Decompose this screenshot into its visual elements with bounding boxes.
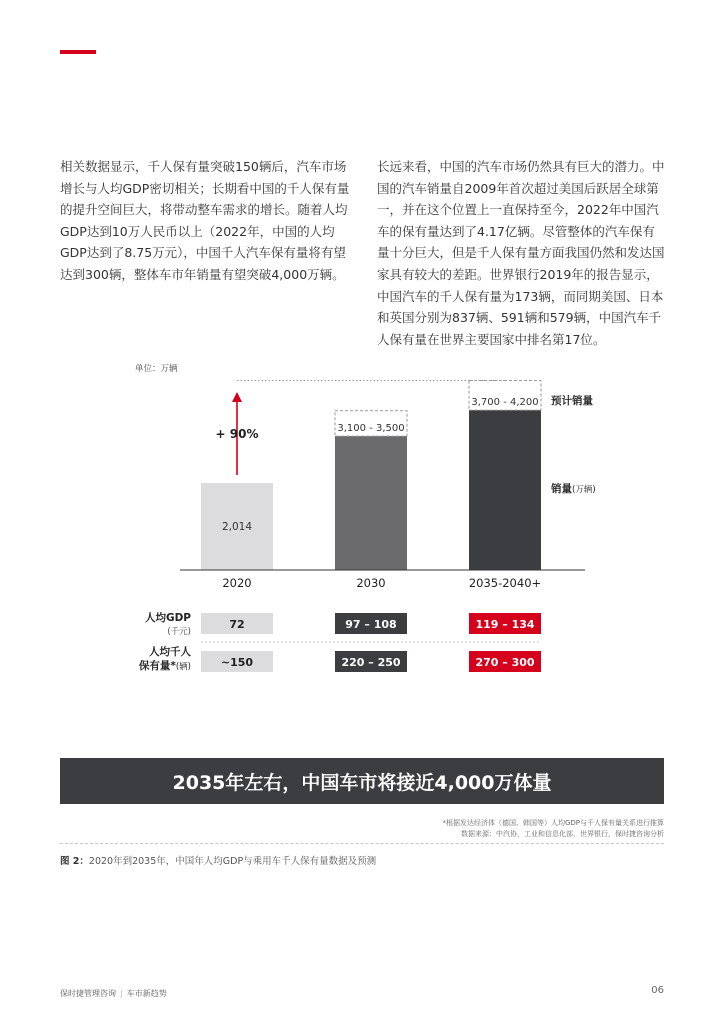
row-sub-gdp: (千元) [167, 627, 191, 637]
accent-bar [60, 50, 96, 54]
bar-2030 [335, 436, 407, 570]
page-number: 06 [651, 985, 664, 996]
chart-unit-label: 单位：万辆 [135, 364, 178, 374]
figure-caption [60, 853, 376, 867]
body-text-right: 长远来看，中国的汽车市场仍然具有巨大的潜力。中国的汽车销量自2009年首次超过美国后跃居全球第一，并在这个位置上一直保持至今，2022年中国汽车的保有量达到了4.17亿辆。尽管整体的汽车保有量十分巨大，但是千人保有量方面我国仍然和发达国家具有较大的差距。世界银行2019年的报告显示，中国汽车的千人保有量为173辆，而同期美国、日本和英国分别为837辆、591辆和579辆，中国汽车千人保有量在世界主要国家中排名第17位。 [377, 159, 665, 347]
footer-section: 车市新趋势 [126, 989, 167, 998]
bar-label-2020: 2,014 [221, 521, 253, 533]
legend-sales: 销量(万辆) [551, 483, 596, 495]
cell-own-2035-value: 270 – 300 [475, 656, 535, 669]
x-tick-2035-2040: 2035-2040+ [468, 576, 542, 590]
legend-forecast: 预计销量 [551, 395, 593, 407]
chart-notes [442, 818, 664, 840]
x-tick-2020: 2020 [222, 576, 252, 590]
range-label-2030: 3,100 - 3,500 [337, 423, 405, 434]
cell-gdp-2030-value: 97 – 108 [345, 618, 397, 631]
figure-caption-label: 图 2： [60, 856, 89, 867]
range-label-2035-2040: 3,700 - 4,200 [471, 397, 539, 408]
growth-arrow-head [232, 392, 242, 402]
row-label-gdp: 人均GDP [144, 612, 191, 624]
cell-own-2020-value: ~150 [220, 656, 254, 669]
row-label-ownership-2: 保有量*(辆) [138, 660, 191, 672]
cell-own-2030-value: 220 – 250 [341, 656, 401, 669]
cell-gdp-2035-value: 119 – 134 [475, 618, 535, 631]
footer-brand: 保时捷管理咨询 [60, 989, 116, 998]
caption-divider [60, 843, 664, 844]
row-label-ownership: 人均千人 [149, 646, 191, 658]
note-source: 数据来源：中汽协，工业和信息化部，世界银行，保时捷咨询分析 [461, 830, 664, 838]
note-footnote: *根据发达经济体（德国、韩国等）人均GDP与千人保有量关系进行推算 [442, 819, 664, 827]
sales-forecast-chart [0, 355, 724, 685]
cell-gdp-2020-value: 72 [229, 618, 245, 631]
growth-annotation: + 90% [215, 427, 259, 441]
body-text-left: 相关数据显示，千人保有量突破150辆后，汽车市场增长与人均GDP密切相关；长期看中国的千人保有量的提升空间巨大，将带动整车需求的增长。随着人均GDP达到10万人民币以上（2022年，中国的人均GDP达到了8.75万元），中国千人汽车保有量将有望达到300辆，整体车市年销量有望突破4,000万辆。 [60, 159, 350, 282]
x-tick-2030: 2030 [356, 576, 386, 590]
figure-caption-text: 2020年到2035年，中国年人均GDP与乘用车千人保有量数据及预测 [88, 856, 377, 867]
headline-banner: 2035年左右，中国车市将接近4,000万体量 [60, 758, 664, 804]
footer: 保时捷管理咨询 | 车市新趋势 [60, 989, 167, 998]
bar-2035-2040 [469, 410, 541, 570]
